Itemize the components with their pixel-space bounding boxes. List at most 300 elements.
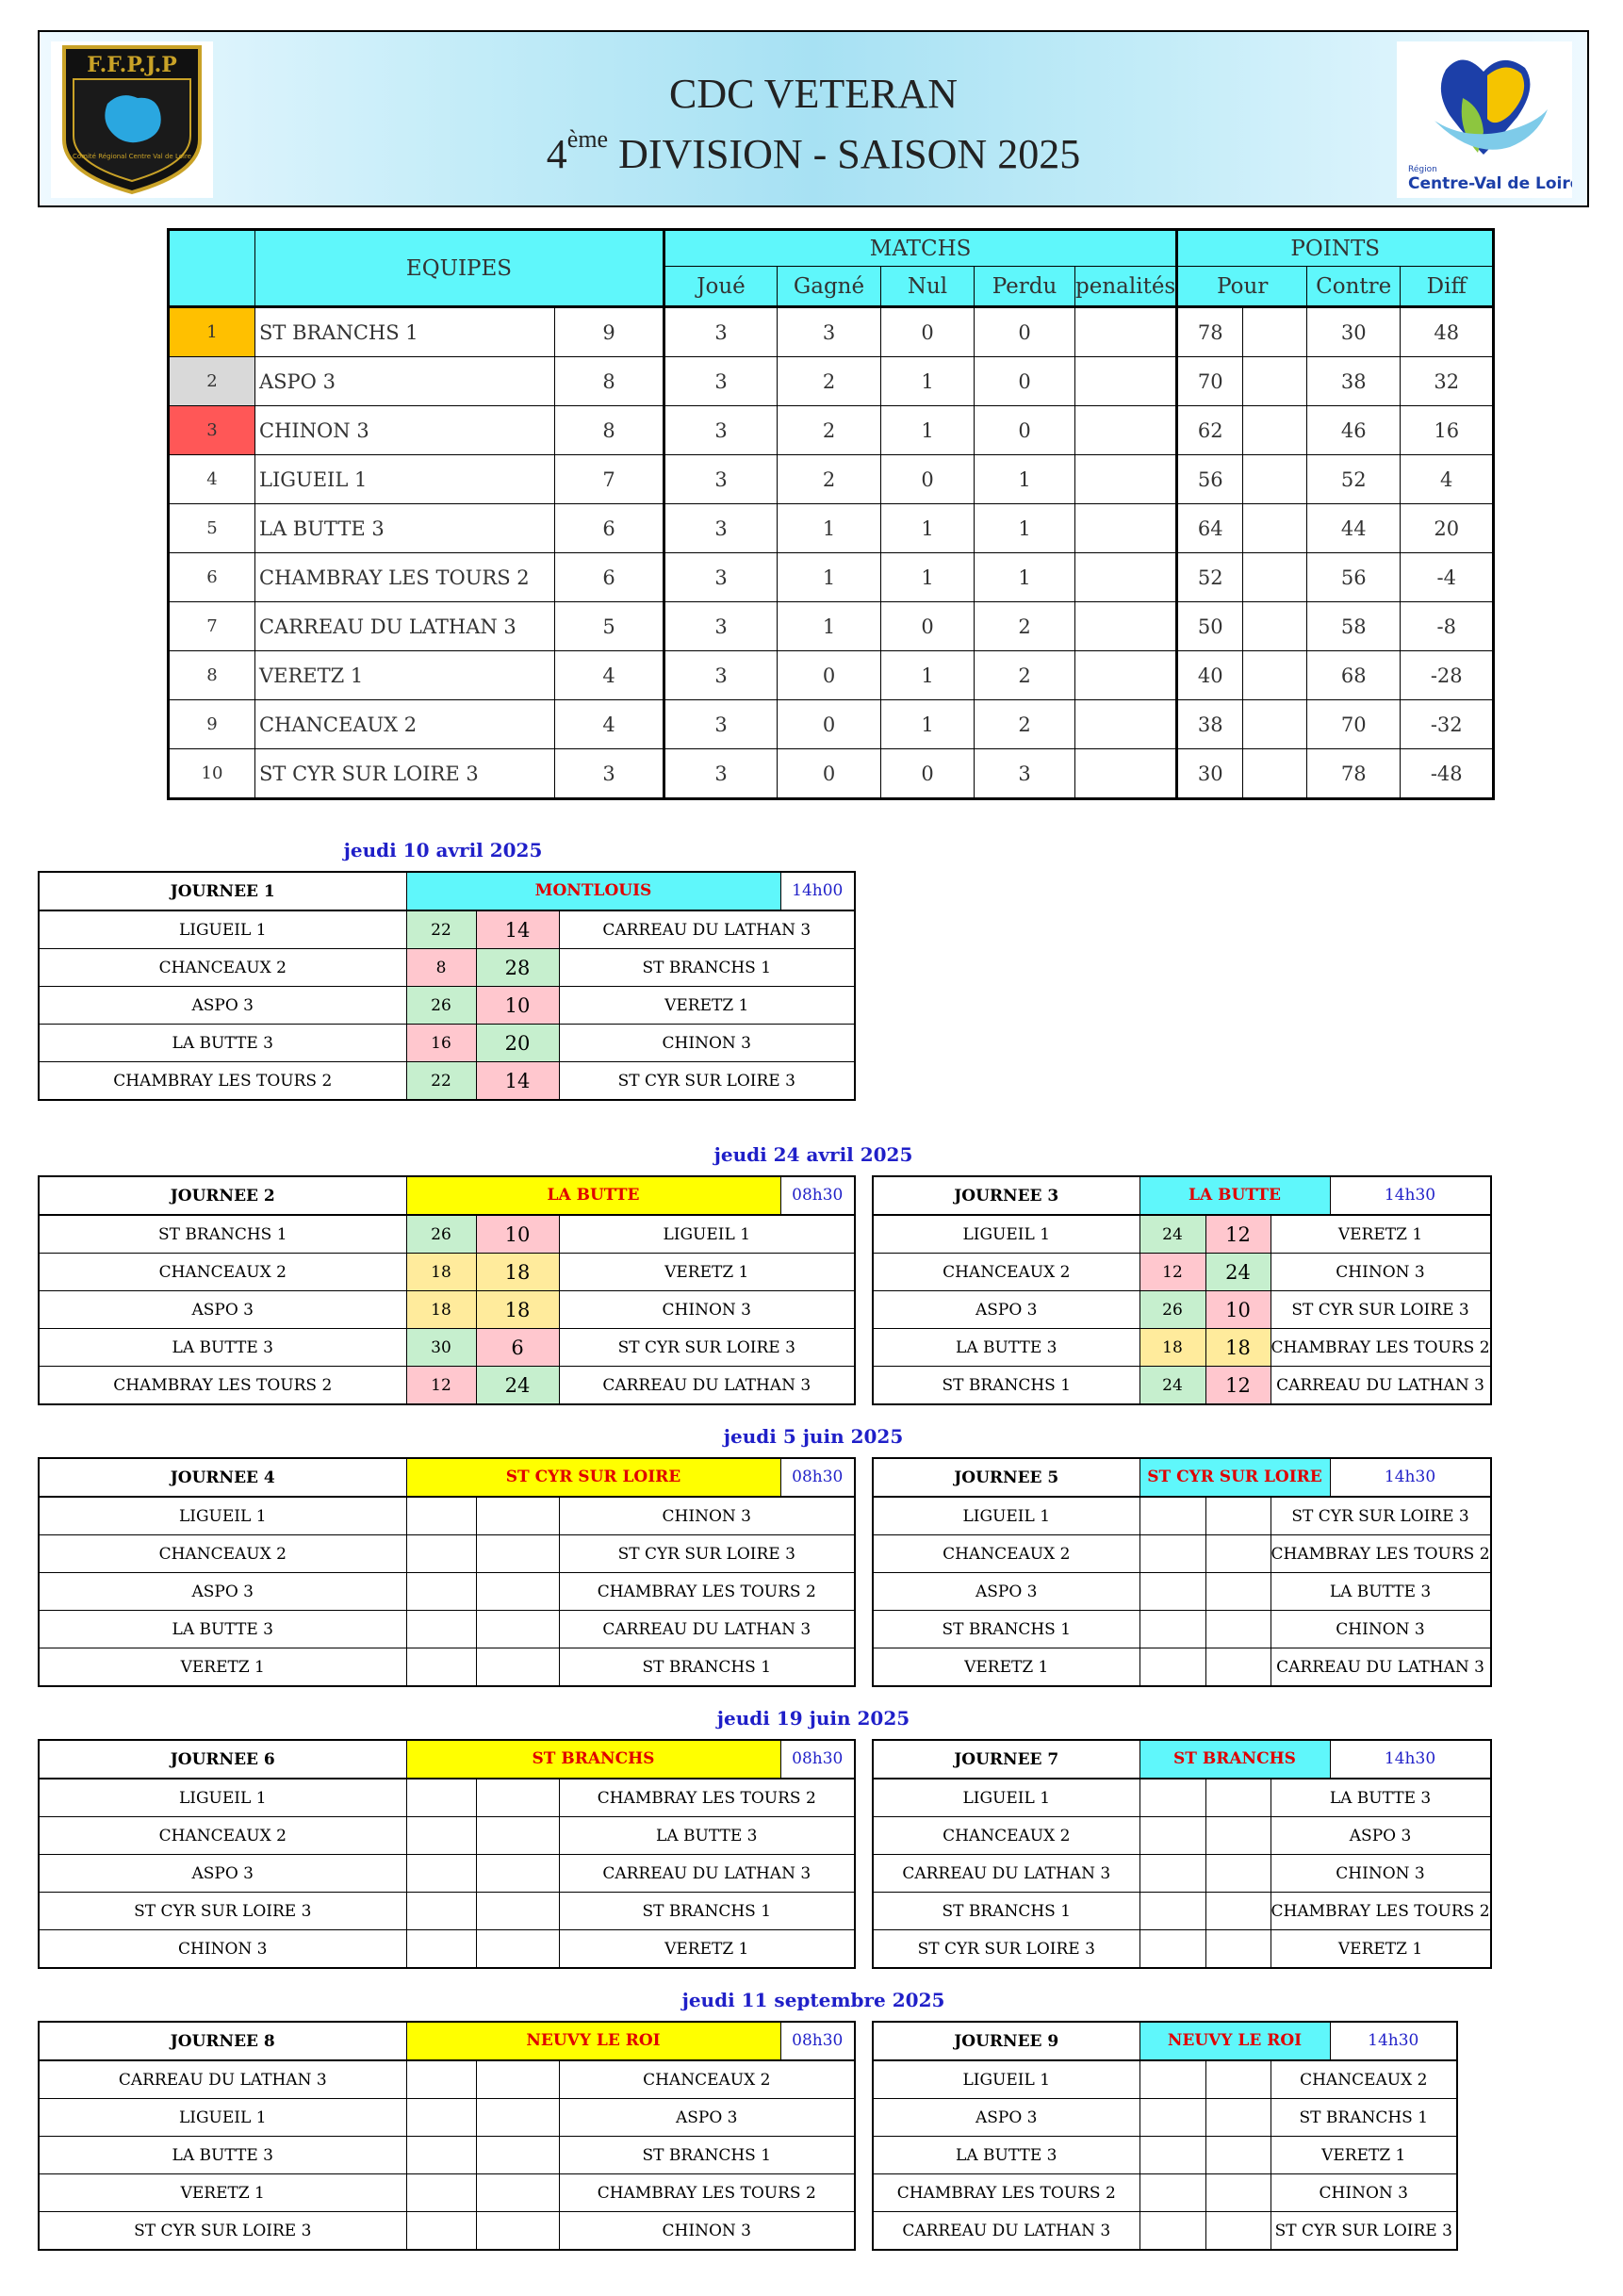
away-team: ST CYR SUR LOIRE 3 [559,1535,855,1573]
home-score [406,2174,476,2212]
pour-value: 78 [1177,307,1243,357]
away-team: CARREAU DU LATHAN 3 [559,1367,855,1405]
start-time: 08h30 [781,2023,855,2059]
home-team: LIGUEIL 1 [873,1779,1139,1817]
home-team: ASPO 3 [39,1573,406,1611]
region-label: Centre-Val de Loire [1408,174,1572,193]
venue-cell [406,1176,855,1215]
joue-value: 3 [664,602,778,651]
match-row [39,1497,855,1535]
home-team: ASPO 3 [39,1855,406,1893]
home-score [406,1930,476,1969]
penalites-value [1075,455,1177,504]
home-score [1139,2060,1205,2099]
away-team: CARREAU DU LATHAN 3 [1271,1367,1491,1405]
match-row [873,1893,1491,1930]
diff-value: -8 [1401,602,1494,651]
standings-row [169,749,1494,799]
match-row [873,1779,1491,1817]
pour-spacer [1243,749,1307,799]
pour-header: Pour [1177,267,1307,307]
journee-label: JOURNEE 7 [873,1740,1139,1779]
match-row [39,910,855,949]
fixture-table [38,871,856,1101]
journee-label: JOURNEE 4 [39,1458,406,1497]
team-points: 8 [555,406,664,455]
home-team: LIGUEIL 1 [39,910,406,949]
away-score [476,1573,559,1611]
away-team: VERETZ 1 [559,1254,855,1291]
pour-spacer [1243,651,1307,700]
equipes-header: EQUIPES [255,230,664,307]
joue-value: 3 [664,307,778,357]
match-row [39,1062,855,1101]
home-team: CHANCEAUX 2 [39,949,406,987]
home-team: ST BRANCHS 1 [873,1893,1139,1930]
home-team: LIGUEIL 1 [873,2060,1139,2099]
gagne-value: 2 [778,455,881,504]
pour-spacer [1243,553,1307,602]
match-row [873,2137,1457,2174]
nul-value: 0 [881,455,975,504]
away-score [1205,2174,1271,2212]
joue-value: 3 [664,357,778,406]
venue-cell [1139,1176,1491,1215]
diff-value: 4 [1401,455,1494,504]
home-team: LIGUEIL 1 [39,2099,406,2137]
diff-value: -4 [1401,553,1494,602]
fixture-header-row [873,1740,1491,1779]
match-row [39,1893,855,1930]
perdu-value: 2 [975,700,1075,749]
start-time: 14h30 [1331,1459,1490,1496]
diff-value: 16 [1401,406,1494,455]
perdu-value: 1 [975,455,1075,504]
standings-row [169,651,1494,700]
penalites-value [1075,651,1177,700]
away-team: CHINON 3 [559,1025,855,1062]
journee-label: JOURNEE 9 [873,2022,1139,2060]
match-row [39,1535,855,1573]
away-team: CHAMBRAY LES TOURS 2 [1271,1535,1491,1573]
team-points: 9 [555,307,664,357]
home-team: LA BUTTE 3 [39,2137,406,2174]
away-team: ST BRANCHS 1 [559,949,855,987]
home-score [1139,1573,1205,1611]
venue-cell [406,1458,855,1497]
fixture-table [872,2021,1458,2251]
date-title: jeudi 24 avril 2025 [713,1143,913,1166]
home-score: 26 [406,987,476,1025]
away-score [1205,1611,1271,1648]
home-score [1139,1855,1205,1893]
home-score [406,1535,476,1573]
match-row [39,1215,855,1254]
fixture-header-row [873,2022,1457,2060]
home-score: 22 [406,910,476,949]
joue-value: 3 [664,700,778,749]
away-score [476,1930,559,1969]
match-row [873,2060,1457,2099]
match-row [873,2174,1457,2212]
pour-spacer [1243,307,1307,357]
standings-row [169,357,1494,406]
away-score [1205,1573,1271,1611]
home-team: LIGUEIL 1 [873,1215,1139,1254]
home-score [1139,1611,1205,1648]
points-header: POINTS [1177,230,1494,267]
fixture-table [872,1457,1492,1687]
home-team: VERETZ 1 [873,1648,1139,1687]
away-team: CARREAU DU LATHAN 3 [559,910,855,949]
venue-cell [1139,1458,1491,1497]
team-points: 7 [555,455,664,504]
away-team: ST CYR SUR LOIRE 3 [1271,1497,1491,1535]
venue-cell [406,1740,855,1779]
penalites-value [1075,700,1177,749]
away-team: ST CYR SUR LOIRE 3 [1271,2212,1457,2251]
fixture-header-row [873,1176,1491,1215]
rank-cell: 2 [169,357,255,406]
away-score: 6 [476,1329,559,1367]
journee-label: JOURNEE 1 [39,872,406,910]
fixture-header-row [39,1176,855,1215]
home-score [1139,1648,1205,1687]
logo-left-sub: Comité Régional Centre Val de Loire [73,153,191,160]
start-time: 08h30 [781,1177,855,1214]
start-time: 14h00 [781,873,855,910]
rank-header [169,230,255,307]
match-row [873,1648,1491,1687]
home-score: 26 [1139,1291,1205,1329]
joue-value: 3 [664,455,778,504]
fixture-table [38,1457,856,1687]
home-team: LIGUEIL 1 [873,1497,1139,1535]
fixture-header-row [39,872,855,910]
away-score [476,1648,559,1687]
away-score [476,1893,559,1930]
away-score: 24 [476,1367,559,1405]
away-team: ASPO 3 [559,2099,855,2137]
fixture-header-row [39,1740,855,1779]
contre-value: 52 [1307,455,1401,504]
away-score [476,1855,559,1893]
away-score [1205,1893,1271,1930]
date-title: jeudi 5 juin 2025 [723,1425,904,1448]
away-score: 18 [476,1291,559,1329]
pour-value: 64 [1177,504,1243,553]
team-name: ASPO 3 [255,357,555,406]
home-team: ST CYR SUR LOIRE 3 [39,2212,406,2251]
team-points: 6 [555,553,664,602]
match-row [39,2137,855,2174]
fixture-table [38,2021,856,2251]
home-score: 18 [406,1254,476,1291]
contre-value: 46 [1307,406,1401,455]
diff-value: -28 [1401,651,1494,700]
home-score [1139,2212,1205,2251]
away-team: LA BUTTE 3 [559,1817,855,1855]
joue-value: 3 [664,553,778,602]
away-score [476,1817,559,1855]
fixture-table [872,1739,1492,1969]
home-score: 30 [406,1329,476,1367]
nul-value: 1 [881,357,975,406]
home-score: 22 [406,1062,476,1101]
home-score [1139,1497,1205,1535]
away-score: 12 [1205,1367,1271,1405]
match-row [39,987,855,1025]
home-team: CHANCEAUX 2 [873,1254,1139,1291]
away-score: 28 [476,949,559,987]
gagne-value: 1 [778,553,881,602]
pour-value: 56 [1177,455,1243,504]
contre-header: Contre [1307,267,1401,307]
away-score [476,2174,559,2212]
contre-value: 30 [1307,307,1401,357]
home-team: ST BRANCHS 1 [39,1215,406,1254]
pour-value: 50 [1177,602,1243,651]
away-team: ST BRANCHS 1 [1271,2099,1457,2137]
home-team: CHANCEAUX 2 [39,1817,406,1855]
team-name: LA BUTTE 3 [255,504,555,553]
perdu-value: 1 [975,553,1075,602]
venue-name: ST BRANCHS [407,1741,781,1778]
match-row [39,1573,855,1611]
gagne-value: 3 [778,307,881,357]
perdu-value: 3 [975,749,1075,799]
home-score [1139,2137,1205,2174]
region-label-small: Région [1408,165,1437,174]
away-team: CHINON 3 [559,1291,855,1329]
perdu-value: 0 [975,357,1075,406]
away-score: 18 [476,1254,559,1291]
away-team: CARREAU DU LATHAN 3 [559,1611,855,1648]
away-team: ST CYR SUR LOIRE 3 [559,1062,855,1101]
home-team: CHANCEAUX 2 [39,1254,406,1291]
journee-label: JOURNEE 6 [39,1740,406,1779]
away-team: VERETZ 1 [559,1930,855,1969]
team-name: ST BRANCHS 1 [255,307,555,357]
home-team: CHINON 3 [39,1930,406,1969]
away-team: LIGUEIL 1 [559,1215,855,1254]
away-score: 24 [1205,1254,1271,1291]
away-team: CHAMBRAY LES TOURS 2 [559,2174,855,2212]
match-row [39,2174,855,2212]
home-score: 26 [406,1215,476,1254]
away-team: CHINON 3 [1271,2174,1457,2212]
venue-name: NEUVY LE ROI [407,2023,781,2059]
home-score: 16 [406,1025,476,1062]
penalites-value [1075,504,1177,553]
team-points: 4 [555,651,664,700]
away-team: LA BUTTE 3 [1271,1573,1491,1611]
away-score: 10 [1205,1291,1271,1329]
home-score [1139,2174,1205,2212]
journee-label: JOURNEE 2 [39,1176,406,1215]
away-team: ST CYR SUR LOIRE 3 [559,1329,855,1367]
venue-cell [406,2022,855,2060]
pour-value: 30 [1177,749,1243,799]
home-score [406,1573,476,1611]
match-row [873,1215,1491,1254]
away-score [1205,1855,1271,1893]
joue-value: 3 [664,504,778,553]
away-score: 14 [476,910,559,949]
penalites-value [1075,553,1177,602]
pour-spacer [1243,455,1307,504]
away-team: CHANCEAUX 2 [1271,2060,1457,2099]
penalites-value [1075,749,1177,799]
home-score [406,1779,476,1817]
home-team: ASPO 3 [873,1291,1139,1329]
nul-value: 0 [881,602,975,651]
home-score [1139,1535,1205,1573]
away-team: CARREAU DU LATHAN 3 [559,1855,855,1893]
away-score [476,1611,559,1648]
diff-value: 20 [1401,504,1494,553]
fixture-header-row [873,1458,1491,1497]
home-score: 24 [1139,1367,1205,1405]
home-team: LA BUTTE 3 [873,1329,1139,1367]
team-name: VERETZ 1 [255,651,555,700]
journee-label: JOURNEE 3 [873,1176,1139,1215]
away-team: CHAMBRAY LES TOURS 2 [559,1573,855,1611]
away-team: CHINON 3 [1271,1855,1491,1893]
home-team: CHANCEAUX 2 [873,1817,1139,1855]
home-team: ST BRANCHS 1 [873,1611,1139,1648]
home-score [406,1497,476,1535]
away-team: CHANCEAUX 2 [559,2060,855,2099]
journee-label: JOURNEE 8 [39,2022,406,2060]
start-time: 14h30 [1331,2023,1457,2059]
contre-value: 44 [1307,504,1401,553]
away-score [1205,1497,1271,1535]
away-team: CHAMBRAY LES TOURS 2 [1271,1893,1491,1930]
home-score: 24 [1139,1215,1205,1254]
match-row [39,949,855,987]
away-score: 20 [476,1025,559,1062]
date-title: jeudi 10 avril 2025 [343,839,543,861]
perdu-value: 2 [975,651,1075,700]
home-score: 18 [406,1291,476,1329]
match-row [873,1855,1491,1893]
match-row [873,1535,1491,1573]
rank-cell: 5 [169,504,255,553]
away-score: 18 [1205,1329,1271,1367]
perdu-value: 0 [975,307,1075,357]
home-score [1139,2099,1205,2137]
logo-left-text: F.F.P.J.P [87,53,177,77]
away-score [1205,1535,1271,1573]
venue-name: ST CYR SUR LOIRE [1140,1459,1331,1496]
venue-name: ST BRANCHS [1140,1741,1331,1778]
away-team: CHAMBRAY LES TOURS 2 [1271,1329,1491,1367]
away-score [476,2099,559,2137]
standings-row [169,504,1494,553]
contre-value: 58 [1307,602,1401,651]
nul-value: 1 [881,700,975,749]
home-team: CARREAU DU LATHAN 3 [39,2060,406,2099]
penalites-value [1075,307,1177,357]
match-row [873,1291,1491,1329]
away-score [1205,2137,1271,2174]
fixture-table [872,1175,1492,1405]
fixture-header-row [39,2022,855,2060]
away-score [1205,1930,1271,1969]
venue-name: LA BUTTE [407,1177,781,1214]
home-team: VERETZ 1 [39,2174,406,2212]
away-team: ST BRANCHS 1 [559,1893,855,1930]
nul-value: 1 [881,651,975,700]
page-title [40,64,1587,185]
away-team: ST BRANCHS 1 [559,2137,855,2174]
venue-name: LA BUTTE [1140,1177,1331,1214]
away-team: CHINON 3 [1271,1611,1491,1648]
away-score [476,2060,559,2099]
match-row [39,1930,855,1969]
match-row [39,1367,855,1405]
match-row [39,1611,855,1648]
match-row [873,1497,1491,1535]
date-title: jeudi 19 juin 2025 [716,1707,910,1730]
rank-cell: 3 [169,406,255,455]
match-row [39,2212,855,2251]
gagne-value: 2 [778,406,881,455]
pour-value: 40 [1177,651,1243,700]
pour-spacer [1243,700,1307,749]
away-score: 12 [1205,1215,1271,1254]
date-title: jeudi 11 septembre 2025 [681,1989,945,2011]
rank-cell: 10 [169,749,255,799]
venue-cell [1139,1740,1491,1779]
contre-value: 70 [1307,700,1401,749]
venue-name: MONTLOUIS [407,873,781,910]
home-team: CARREAU DU LATHAN 3 [873,1855,1139,1893]
team-points: 3 [555,749,664,799]
penalites-value [1075,357,1177,406]
home-team: ASPO 3 [873,1573,1139,1611]
home-team: ST CYR SUR LOIRE 3 [39,1893,406,1930]
start-time: 14h30 [1331,1177,1490,1214]
rank-cell: 9 [169,700,255,749]
pour-value: 70 [1177,357,1243,406]
gagne-value: 0 [778,749,881,799]
title-line-1: CDC VETERAN [669,71,958,117]
home-team: ASPO 3 [39,987,406,1025]
away-team: CHAMBRAY LES TOURS 2 [559,1779,855,1817]
nul-value: 0 [881,307,975,357]
home-score: 8 [406,949,476,987]
contre-value: 78 [1307,749,1401,799]
team-name: LIGUEIL 1 [255,455,555,504]
away-team: VERETZ 1 [559,987,855,1025]
away-team: CARREAU DU LATHAN 3 [1271,1648,1491,1687]
home-team: LA BUTTE 3 [39,1329,406,1367]
pour-value: 38 [1177,700,1243,749]
away-score [476,2212,559,2251]
standings-row [169,602,1494,651]
standings-row [169,307,1494,357]
match-row [873,1573,1491,1611]
match-row [39,1254,855,1291]
team-name: ST CYR SUR LOIRE 3 [255,749,555,799]
journee-label: JOURNEE 5 [873,1458,1139,1497]
standings-row [169,700,1494,749]
away-score: 14 [476,1062,559,1101]
match-row [873,2212,1457,2251]
nul-value: 1 [881,406,975,455]
